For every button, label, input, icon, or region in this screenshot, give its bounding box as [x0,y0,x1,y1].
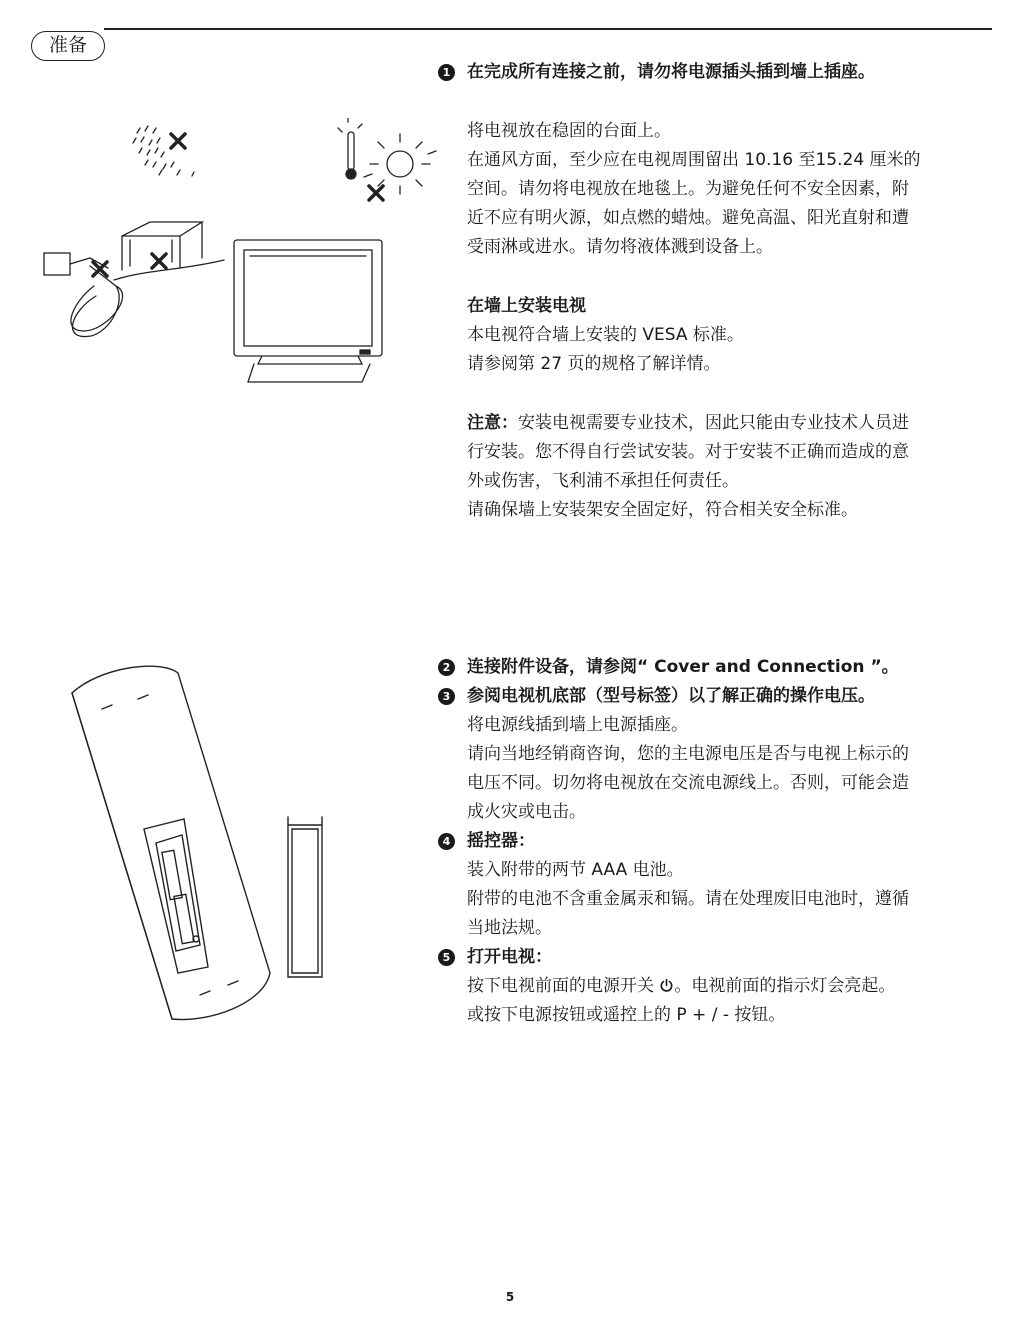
sun-icon [364,134,436,194]
para-line: 受雨淋或进水。请勿将液体溅到设备上。 [467,237,773,257]
item-3-text: 参阅电视机底部（型号标签）以了解正确的操作电压。 [467,686,875,706]
power-text-end: 。电视前面的指示灯会亮起。 [674,976,896,996]
para-line: 电压不同。切勿将电视放在交流电源线上。否则，可能会造 [467,773,909,793]
item-1-text: 在完成所有连接之前，请勿将电源插头插到墙上插座。 [467,62,875,82]
tv-icon [234,240,382,382]
item-number-badge: 4 [438,833,455,850]
top-rule [104,28,992,30]
item-2-heading [438,653,983,682]
table-icon [114,222,224,280]
note-first-line [438,409,983,438]
item-3-heading [438,682,983,711]
item-number-badge: 5 [438,949,455,966]
item-4-heading [438,827,983,856]
battery-compartment-icon [144,819,208,973]
para-line: 空间。请勿将电视放在地毯上。为避免任何不安全因素，附 [467,179,909,199]
note-label: 注意： [467,413,518,433]
item-1-heading [438,58,983,87]
para-line: 本电视符合墙上安装的 VESA 标准。 [467,325,744,345]
section-preparation [438,58,983,525]
power-icon [659,978,674,993]
heat-cross-icon [369,186,383,200]
item-number-badge: 3 [438,688,455,705]
item-number-badge: 2 [438,659,455,676]
wall-mount-heading: 在墙上安装电视 [467,296,586,316]
para-line: 外或伤害，飞利浦不承担任何责任。 [467,471,739,491]
item-4-text: 摇控器： [467,831,535,851]
para-line: 近不应有明火源，如点燃的蜡烛。避免高温、阳光直射和遭 [467,208,909,228]
para-line: 成火灾或电击。 [467,802,586,822]
rain-cross-icon [171,134,185,148]
para-line: 请确保墙上安装架安全固定好，符合相关安全标准。 [467,500,858,520]
remote-control-illustration [60,655,350,1030]
item-2-text: 连接附件设备，请参阅“ Cover and Connection ”。 [467,657,899,677]
para-line: 将电源线插到墙上电源插座。 [467,715,688,735]
item-5-text: 打开电视： [467,947,552,967]
outlet-cord-icon [44,253,123,337]
note-text: 安装电视需要专业技术，因此只能由专业技术人员进 [518,413,909,433]
para-line: 在通风方面，至少应在电视周围留出 10.16 至15.24 厘米的 [467,150,921,170]
para-line: 附带的电池不含重金属汞和镉。请在处理废旧电池时，遵循 [467,889,909,909]
carpet-cross-icon [152,254,166,268]
para-line: 请参阅第 27 页的规格了解详情。 [467,354,721,374]
item-number-badge: 1 [438,64,455,81]
para-line: 或按下电源按钮或遥控上的 P + / - 按钮。 [467,1005,786,1025]
page-number: 5 [505,1290,515,1304]
item-5-heading [438,943,983,972]
para-line: 当地法规。 [467,918,552,938]
remote-body [72,666,270,1019]
power-text: 按下电视前面的电源开关 [467,976,654,996]
para-line: 行安装。您不得自行尝试安装。对于安装不正确而造成的意 [467,442,909,462]
para-line: 请向当地经销商咨询，您的主电源电压是否与电视上标示的 [467,744,909,764]
power-instruction-line [438,972,983,1001]
section-connections [438,653,983,1030]
thermometer-icon [338,118,362,179]
battery-cover-icon [288,817,322,977]
remote-buttons-icon [102,695,238,995]
para-line: 将电视放在稳固的台面上。 [467,121,671,141]
placement-illustration [30,118,440,398]
section-tab: 准备 [31,31,105,61]
para-line: 装入附带的两节 AAA 电池。 [467,860,684,880]
